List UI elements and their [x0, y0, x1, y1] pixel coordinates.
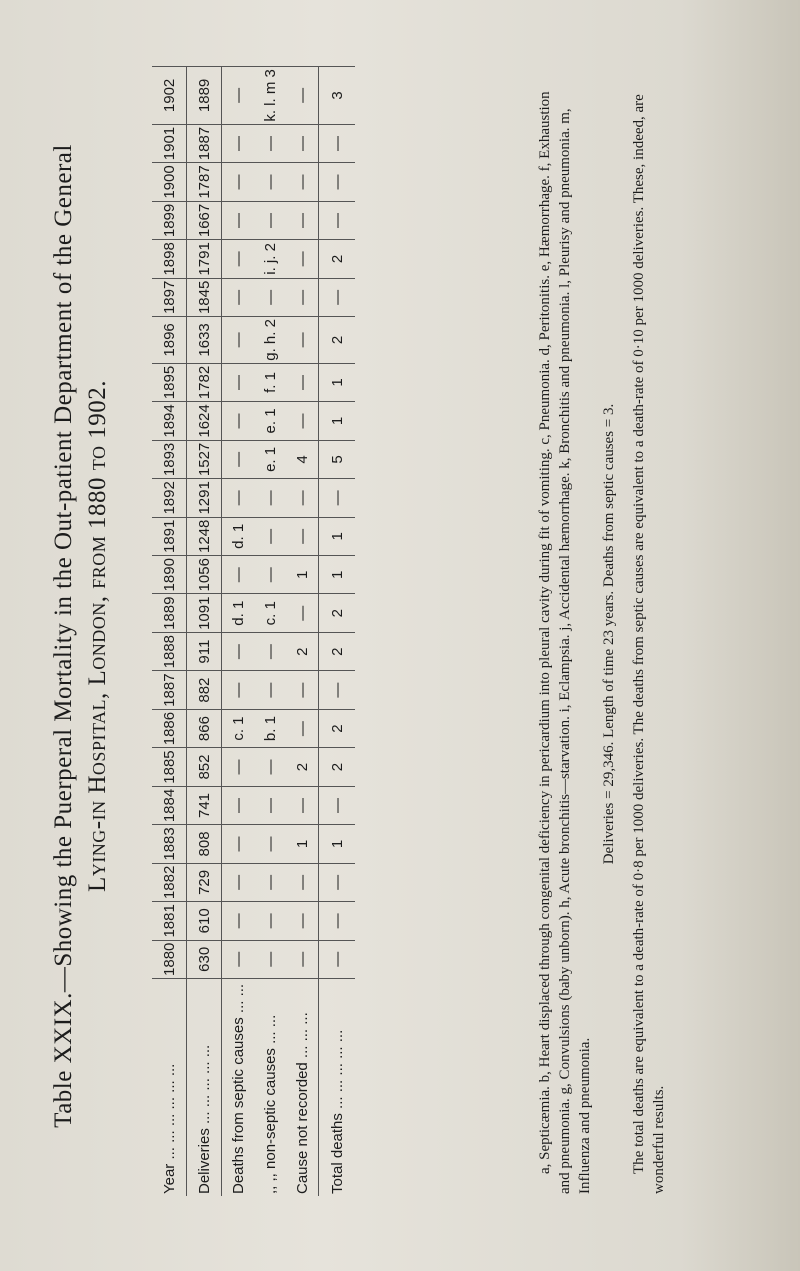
cell-nonseptic-1884: —: [254, 786, 286, 824]
cell-septic-1881: —: [222, 901, 255, 939]
cell-total-1887: —: [319, 670, 356, 708]
cell-deliveries-1898: 1791: [187, 239, 222, 277]
cell-nonseptic-1896: g. h. 2: [254, 316, 286, 363]
cell-year-1892: 1892: [152, 478, 187, 516]
cell-notrecorded-1901: —: [286, 124, 319, 162]
cell-total-1902: 3: [319, 66, 356, 124]
cell-deliveries-1892: 1291: [187, 478, 222, 516]
cell-septic-1890: —: [222, 555, 255, 593]
cell-septic-1891: d. 1: [222, 517, 255, 555]
cell-year-1896: 1896: [152, 316, 187, 363]
cell-year-1884: 1884: [152, 786, 187, 824]
cell-septic-1897: —: [222, 278, 255, 316]
cell-deliveries-1895: 1782: [187, 363, 222, 401]
cell-total-1892: —: [319, 478, 356, 516]
cell-notrecorded-1891: —: [286, 517, 319, 555]
cell-total-1898: 2: [319, 239, 356, 277]
cell-deliveries-1887: 882: [187, 670, 222, 708]
cell-nonseptic-1880: —: [254, 940, 286, 978]
cell-deliveries-1902: 1889: [187, 66, 222, 124]
row-label-deliveries: Deliveries ... ... ... ... ...: [187, 978, 222, 1195]
cell-year-1899: 1899: [152, 201, 187, 239]
row-label-year: Year ... ... ... ... ... ...: [152, 978, 187, 1195]
cell-notrecorded-1896: —: [286, 316, 319, 363]
cell-nonseptic-1898: i. j. 2: [254, 239, 286, 277]
row-total: [319, 66, 356, 1196]
title-line-1: Table XXIX.—Showing the Puerperal Mortality in the Out-patient Department of the General: [50, 143, 77, 1128]
cell-deliveries-1880: 630: [187, 940, 222, 978]
cell-total-1890: 1: [319, 555, 356, 593]
cell-deliveries-1888: 911: [187, 632, 222, 670]
cell-total-1881: —: [319, 901, 356, 939]
cell-septic-1900: —: [222, 162, 255, 200]
mortality-table: [152, 66, 355, 1196]
cell-deliveries-1884: 741: [187, 786, 222, 824]
cell-septic-1892: —: [222, 478, 255, 516]
cell-septic-1902: —: [222, 66, 255, 124]
cell-nonseptic-1895: f. 1: [254, 363, 286, 401]
row-deliveries: [187, 66, 222, 1196]
footnote-summary: Deliveries = 29,346. Length of time 23 years. Deaths from septic causes = 3.: [601, 403, 617, 864]
cell-nonseptic-1887: —: [254, 670, 286, 708]
cell-nonseptic-1889: c. 1: [254, 593, 286, 631]
cell-total-1900: —: [319, 162, 356, 200]
row-label-total: Total deaths ... ... ... ... ...: [319, 978, 356, 1195]
cell-total-1884: —: [319, 786, 356, 824]
cell-year-1895: 1895: [152, 363, 187, 401]
cell-nonseptic-1885: —: [254, 747, 286, 785]
cell-notrecorded-1892: —: [286, 478, 319, 516]
cell-notrecorded-1889: —: [286, 593, 319, 631]
cell-nonseptic-1900: —: [254, 162, 286, 200]
cell-total-1895: 1: [319, 363, 356, 401]
cell-nonseptic-1892: —: [254, 478, 286, 516]
cell-nonseptic-1891: —: [254, 517, 286, 555]
cell-nonseptic-1899: —: [254, 201, 286, 239]
cell-notrecorded-1899: —: [286, 201, 319, 239]
cell-nonseptic-1882: —: [254, 863, 286, 901]
cell-year-1880: 1880: [152, 940, 187, 978]
cell-total-1899: —: [319, 201, 356, 239]
cell-septic-1880: —: [222, 940, 255, 978]
cell-deliveries-1893: 1527: [187, 440, 222, 478]
cell-total-1897: —: [319, 278, 356, 316]
cell-septic-1895: —: [222, 363, 255, 401]
cell-deliveries-1899: 1667: [187, 201, 222, 239]
cell-year-1893: 1893: [152, 440, 187, 478]
cell-septic-1901: —: [222, 124, 255, 162]
cell-notrecorded-1887: —: [286, 670, 319, 708]
cell-notrecorded-1885: 2: [286, 747, 319, 785]
cell-year-1901: 1901: [152, 124, 187, 162]
cell-notrecorded-1897: —: [286, 278, 319, 316]
cell-deliveries-1886: 866: [187, 709, 222, 747]
cell-total-1894: 1: [319, 401, 356, 439]
cell-total-1896: 2: [319, 316, 356, 363]
row-nonseptic: [254, 66, 286, 1196]
cell-septic-1899: —: [222, 201, 255, 239]
cell-year-1897: 1897: [152, 278, 187, 316]
title-line-2: Lying-in Hospital, London, from 1880 to 1902.: [84, 379, 111, 892]
row-year: [152, 66, 187, 1196]
cell-deliveries-1901: 1887: [187, 124, 222, 162]
cell-year-1883: 1883: [152, 824, 187, 862]
cell-notrecorded-1902: —: [286, 66, 319, 124]
cell-nonseptic-1888: —: [254, 632, 286, 670]
row-not-recorded: [286, 66, 319, 1196]
cell-septic-1889: d. 1: [222, 593, 255, 631]
row-label-nonseptic: ,, ,, non-septic causes ... ...: [254, 978, 286, 1195]
cell-total-1885: 2: [319, 747, 356, 785]
cell-year-1888: 1888: [152, 632, 187, 670]
cell-total-1886: 2: [319, 709, 356, 747]
cell-year-1885: 1885: [152, 747, 187, 785]
cell-septic-1882: —: [222, 863, 255, 901]
cell-total-1891: 1: [319, 517, 356, 555]
cell-notrecorded-1895: —: [286, 363, 319, 401]
cell-notrecorded-1888: 2: [286, 632, 319, 670]
row-septic: [222, 66, 255, 1196]
cell-notrecorded-1880: —: [286, 940, 319, 978]
cell-year-1902: 1902: [152, 66, 187, 124]
cell-deliveries-1897: 1845: [187, 278, 222, 316]
cell-year-1886: 1886: [152, 709, 187, 747]
cell-nonseptic-1894: e. 1: [254, 401, 286, 439]
cell-nonseptic-1897: —: [254, 278, 286, 316]
cell-year-1890: 1890: [152, 555, 187, 593]
cell-year-1881: 1881: [152, 901, 187, 939]
cell-notrecorded-1886: —: [286, 709, 319, 747]
cell-deliveries-1885: 852: [187, 747, 222, 785]
cell-year-1887: 1887: [152, 670, 187, 708]
cell-nonseptic-1893: e. 1: [254, 440, 286, 478]
cell-deliveries-1890: 1056: [187, 555, 222, 593]
cell-deliveries-1883: 808: [187, 824, 222, 862]
cell-year-1898: 1898: [152, 239, 187, 277]
cell-year-1894: 1894: [152, 401, 187, 439]
row-label-septic: Deaths from septic causes ... ...: [222, 978, 255, 1195]
cell-total-1889: 2: [319, 593, 356, 631]
cell-septic-1886: c. 1: [222, 709, 255, 747]
cell-deliveries-1894: 1624: [187, 401, 222, 439]
cell-year-1889: 1889: [152, 593, 187, 631]
cell-total-1901: —: [319, 124, 356, 162]
cell-septic-1887: —: [222, 670, 255, 708]
cell-deliveries-1891: 1248: [187, 517, 222, 555]
cell-nonseptic-1890: —: [254, 555, 286, 593]
cell-septic-1884: —: [222, 786, 255, 824]
cell-total-1882: —: [319, 863, 356, 901]
cell-septic-1885: —: [222, 747, 255, 785]
footnote-conclusion: The total deaths are equivalent to a death-rate of 0·8 per 1000 deliveries. The deaths from septic causes are equivalent to a death-rate of 0·10 per 1000 deliveries. These, indeed, are wonderful results.: [631, 93, 667, 1194]
cell-year-1882: 1882: [152, 863, 187, 901]
cell-deliveries-1900: 1787: [187, 162, 222, 200]
cell-notrecorded-1890: 1: [286, 555, 319, 593]
cell-nonseptic-1902: k. l. m 3: [254, 66, 286, 124]
cell-notrecorded-1883: 1: [286, 824, 319, 862]
cell-nonseptic-1886: b. 1: [254, 709, 286, 747]
cell-notrecorded-1900: —: [286, 162, 319, 200]
cell-septic-1888: —: [222, 632, 255, 670]
cell-notrecorded-1881: —: [286, 901, 319, 939]
cell-septic-1898: —: [222, 239, 255, 277]
cell-deliveries-1889: 1091: [187, 593, 222, 631]
cell-year-1891: 1891: [152, 517, 187, 555]
cell-deliveries-1896: 1633: [187, 316, 222, 363]
cell-septic-1883: —: [222, 824, 255, 862]
cell-septic-1896: —: [222, 316, 255, 363]
cell-year-1900: 1900: [152, 162, 187, 200]
cell-total-1880: —: [319, 940, 356, 978]
cell-notrecorded-1894: —: [286, 401, 319, 439]
cell-septic-1894: —: [222, 401, 255, 439]
cell-total-1883: 1: [319, 824, 356, 862]
cell-deliveries-1882: 729: [187, 863, 222, 901]
cell-notrecorded-1898: —: [286, 239, 319, 277]
rotated-content: [40, 66, 760, 1206]
footnotes: [535, 74, 669, 1194]
cell-deliveries-1881: 610: [187, 901, 222, 939]
cell-notrecorded-1882: —: [286, 863, 319, 901]
cell-septic-1893: —: [222, 440, 255, 478]
cell-notrecorded-1884: —: [286, 786, 319, 824]
cell-total-1888: 2: [319, 632, 356, 670]
cell-total-1893: 5: [319, 440, 356, 478]
cell-notrecorded-1893: 4: [286, 440, 319, 478]
row-label-not-recorded: Cause not recorded ... ... ...: [286, 978, 319, 1195]
cell-nonseptic-1901: —: [254, 124, 286, 162]
table-title: [50, 66, 112, 1206]
footnote-causes: a, Septicæmia. b, Heart displaced through congenital deficiency in pericardium into pleural cavity during fit of vomiting. c, Pneumonia. d, Peritonitis. e, Hæmorrhage. f, Exhaustion and pneumonia. g, Convulsions (baby unborn). h, Acute bronchitis—starvation. i, Eclampsia. j, Accidental hæmorrhage. k, Bronchitis and pneumonia. l, Pleurisy and pneumonia. m, Influenza and pneumonia.: [537, 90, 593, 1194]
cell-nonseptic-1881: —: [254, 901, 286, 939]
cell-nonseptic-1883: —: [254, 824, 286, 862]
